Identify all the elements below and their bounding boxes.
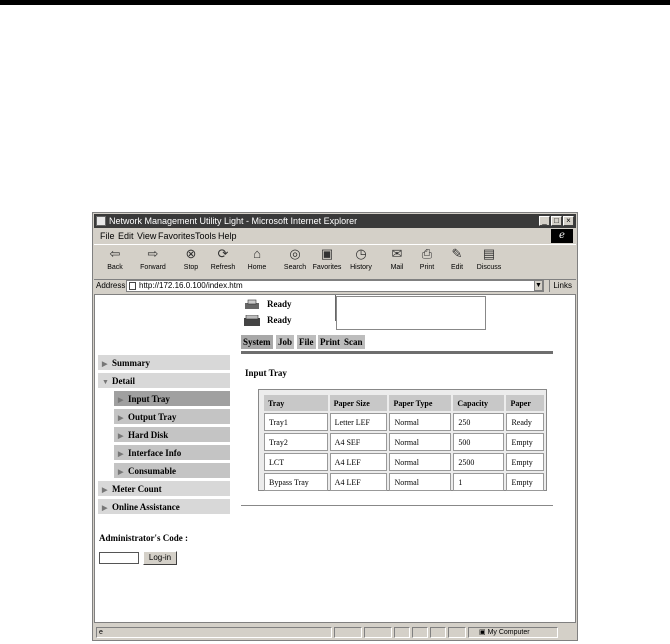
table-cell: Empty: [506, 433, 544, 451]
toolbar: [94, 244, 576, 280]
input-tray-table-frame: [258, 389, 547, 491]
col-paper: Paper: [506, 395, 544, 411]
triangle-right-icon: ▶: [118, 414, 124, 422]
table-cell: 1: [453, 473, 504, 491]
col-paper-size: Paper Size: [330, 395, 388, 411]
ie-logo-icon: e: [551, 229, 573, 243]
tab-job[interactable]: Job: [278, 337, 293, 347]
ie-window-icon: [96, 216, 106, 226]
maximize-button[interactable]: □: [551, 216, 562, 226]
forward-button[interactable]: ⇨ Forward: [136, 245, 170, 279]
triangle-right-icon: ▶: [118, 396, 124, 404]
triangle-right-icon: ▶: [118, 468, 124, 476]
favorites-button[interactable]: ▣ Favorites: [310, 245, 344, 279]
address-bar: [94, 279, 576, 293]
menu-bar: [94, 229, 576, 243]
table-row: [264, 413, 544, 431]
favorites-icon: ▣: [320, 246, 334, 261]
address-label: Address: [96, 281, 126, 290]
nav-detail[interactable]: ▼ Detail: [98, 373, 230, 389]
browser-window: [92, 212, 578, 641]
printer-icon: [243, 299, 261, 311]
tab-underline: [241, 351, 553, 354]
table-cell: Tray2: [264, 433, 328, 451]
nav-input-tray[interactable]: ▶ Input Tray: [114, 391, 230, 407]
menu-help[interactable]: Help: [218, 231, 237, 241]
stop-icon: ⊗: [185, 246, 197, 261]
nav-output-tray[interactable]: ▶ Output Tray: [114, 409, 230, 425]
triangle-right-icon: ▶: [102, 504, 108, 512]
menu-edit[interactable]: Edit: [118, 231, 134, 241]
refresh-button[interactable]: ⟳ Refresh: [206, 245, 240, 279]
history-icon: ◷: [355, 246, 367, 261]
print-icon: ⎙: [421, 246, 433, 261]
nav-interface-info[interactable]: ▶ Interface Info: [114, 445, 230, 461]
section-title: Input Tray: [245, 368, 287, 378]
page-content: [94, 294, 576, 623]
table-cell: Empty: [506, 453, 544, 471]
table-cell: Normal: [389, 433, 451, 451]
menu-favorites[interactable]: Favorites: [158, 231, 196, 241]
home-button[interactable]: ⌂ Home: [240, 245, 274, 279]
nav-online-assistance[interactable]: ▶ Online Assistance: [98, 499, 230, 515]
table-cell: 500: [453, 433, 504, 451]
login-button[interactable]: Log-in: [143, 551, 177, 565]
table-cell: 250: [453, 413, 504, 431]
nav-consumable[interactable]: ▶ Consumable: [114, 463, 230, 479]
status-cell: [448, 627, 466, 638]
content-divider: [241, 505, 553, 506]
tab-scan[interactable]: Scan: [344, 337, 363, 347]
table-cell: LCT: [264, 453, 328, 471]
table-cell: A4 SEF: [330, 433, 388, 451]
triangle-right-icon: ▶: [118, 450, 124, 458]
discuss-button[interactable]: ▤ Discuss: [472, 245, 506, 279]
tab-system[interactable]: System: [243, 337, 271, 347]
message-box: [336, 296, 486, 330]
links-button[interactable]: Links: [549, 280, 572, 292]
address-input[interactable]: [126, 280, 544, 292]
print-button[interactable]: ⎙ Print: [410, 245, 444, 279]
refresh-icon: ⟳: [217, 246, 229, 261]
table-row: [264, 473, 544, 491]
page-done-icon: e: [99, 629, 103, 636]
menu-tools[interactable]: Tools: [195, 231, 217, 241]
page-top-rule: [0, 0, 670, 5]
table-cell: Tray1: [264, 413, 328, 431]
triangle-right-icon: ▶: [102, 486, 108, 494]
status-cell: [364, 627, 392, 638]
triangle-down-icon: ▼: [102, 378, 109, 386]
search-button[interactable]: ◎ Search: [278, 245, 312, 279]
status-cell: [394, 627, 410, 638]
table-row: [264, 453, 544, 471]
back-button[interactable]: ⇦ Back: [98, 245, 132, 279]
nav-meter-count[interactable]: ▶ Meter Count: [98, 481, 230, 497]
menu-view[interactable]: View: [137, 231, 157, 241]
col-paper-type: Paper Type: [389, 395, 451, 411]
admin-code-input[interactable]: [99, 552, 139, 564]
edit-button[interactable]: ✎ Edit: [440, 245, 474, 279]
copier-icon: [243, 315, 261, 327]
table-cell: Letter LEF: [330, 413, 388, 431]
nav-hard-disk[interactable]: ▶ Hard Disk: [114, 427, 230, 443]
status-cell: [334, 627, 362, 638]
status-line-2: Ready: [243, 313, 292, 327]
table-cell: Normal: [389, 473, 451, 491]
table-cell: Normal: [389, 453, 451, 471]
table-cell: 2500: [453, 453, 504, 471]
edit-icon: ✎: [451, 246, 463, 261]
stop-button[interactable]: ⊗ Stop: [174, 245, 208, 279]
title-bar: [94, 214, 576, 228]
table-header-row: [264, 395, 544, 411]
discuss-icon: ▤: [482, 246, 496, 261]
status-line-1: Ready: [243, 297, 292, 311]
security-zone: ▣ My Computer: [468, 627, 558, 638]
status-bar: [94, 626, 576, 639]
col-tray: Tray: [264, 395, 328, 411]
menu-file[interactable]: File: [100, 231, 115, 241]
status-cell: [412, 627, 428, 638]
table-cell: Bypass Tray: [264, 473, 328, 491]
address-dropdown-button[interactable]: ▼: [535, 282, 542, 289]
computer-icon: ▣: [479, 629, 488, 636]
status-cell: [430, 627, 446, 638]
search-icon: ◎: [289, 246, 301, 261]
minimize-button[interactable]: _: [539, 216, 550, 226]
triangle-right-icon: ▶: [118, 432, 124, 440]
tab-print[interactable]: Print: [320, 337, 340, 347]
table-cell: A4 LEF: [330, 453, 388, 471]
close-button[interactable]: ×: [563, 216, 574, 226]
history-button[interactable]: ◷ History: [344, 245, 378, 279]
input-tray-table: [262, 393, 546, 493]
page-icon: [129, 282, 136, 290]
table-cell: A4 LEF: [330, 473, 388, 491]
nav-summary[interactable]: ▶ Summary: [98, 355, 230, 371]
admin-code-label: Administrator's Code :: [99, 533, 188, 543]
tab-file[interactable]: File: [299, 337, 314, 347]
table-cell: Normal: [389, 413, 451, 431]
mail-icon: ✉: [391, 246, 403, 261]
back-arrow-icon: ⇦: [109, 246, 121, 261]
status-text-cell: [96, 627, 332, 638]
forward-arrow-icon: ⇨: [147, 246, 159, 261]
table-row: [264, 433, 544, 451]
mail-button[interactable]: ✉ Mail: [380, 245, 414, 279]
table-cell: Empty: [506, 473, 544, 491]
window-title: Network Management Utility Light - Microsoft Internet Explorer: [109, 216, 358, 226]
col-capacity: Capacity: [453, 395, 504, 411]
home-icon: ⌂: [253, 246, 261, 261]
triangle-right-icon: ▶: [102, 360, 108, 368]
address-url: http://172.16.0.100/index.htm: [139, 281, 243, 290]
table-cell: Ready: [506, 413, 544, 431]
